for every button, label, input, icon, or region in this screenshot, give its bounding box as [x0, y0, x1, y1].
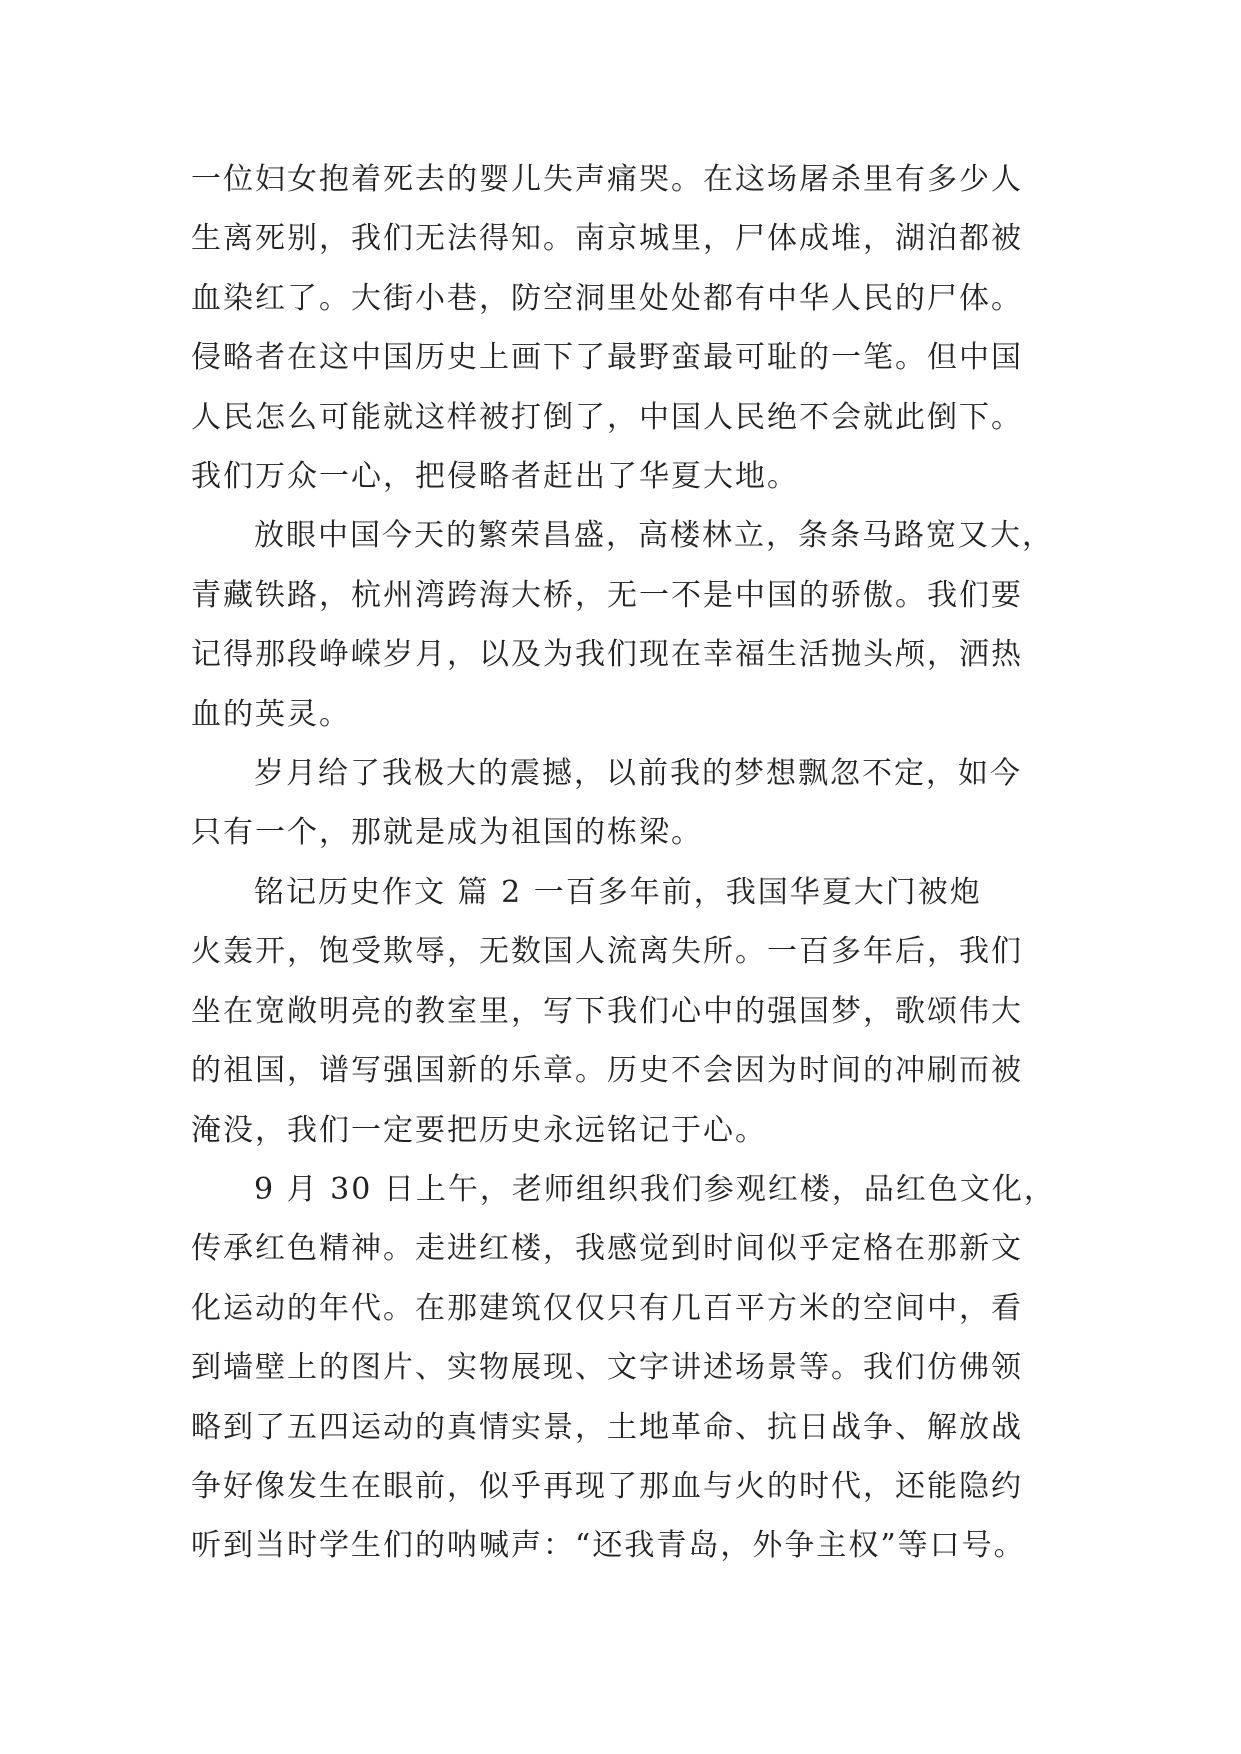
text-line: 岁月给了我极大的震撼，以前我的梦想飘忽不定，如今 — [254, 756, 1022, 792]
text-line: 铭记历史作文 篇 2 一百多年前，我国华夏大门被炮 — [254, 874, 982, 910]
text-line: 青藏铁路，杭州湾跨海大桥，无一不是中国的骄傲。我们要 — [191, 577, 1023, 613]
text-line: 化运动的年代。在那建筑仅仅只有几百平方米的空间中，看 — [191, 1290, 1023, 1326]
text-line: 传承红色精神。走进红楼，我感觉到时间似乎定格在那新文 — [191, 1231, 1023, 1267]
text-line: 坐在宽敞明亮的教室里，写下我们心中的强国梦，歌颂伟大 — [191, 993, 1023, 1029]
text-line: 记得那段峥嵘岁月，以及为我们现在幸福生活抛头颅，洒热 — [191, 637, 1023, 673]
text-line: 生离死别，我们无法得知。南京城里，尸体成堆，湖泊都被 — [191, 221, 1023, 257]
text-line: 只有一个，那就是成为祖国的栋梁。 — [191, 815, 703, 851]
text-line: 人民怎么可能就这样被打倒了，中国人民绝不会就此倒下。 — [191, 399, 1023, 435]
text-line: 9 月 30 日上午，老师组织我们参观红楼，品红色文化， — [254, 1171, 1056, 1207]
text-line: 侵略者在这中国历史上画下了最野蛮最可耻的一笔。但中国 — [191, 340, 1023, 376]
text-line: 到墙壁上的图片、实物展现、文字讲述场景等。我们仿佛领 — [191, 1350, 1023, 1386]
text-line: 放眼中国今天的繁荣昌盛，高楼林立，条条马路宽又大， — [254, 518, 1054, 554]
text-line: 听到当时学生们的呐喊声：“还我青岛，外争主权”等口号。 — [191, 1528, 1026, 1564]
text-line: 火轰开，饱受欺辱，无数国人流离失所。一百多年后，我们 — [191, 934, 1023, 970]
text-line: 血的英灵。 — [191, 696, 351, 732]
text-line: 一位妇女抱着死去的婴儿失声痛哭。在这场屠杀里有多少人 — [191, 162, 1023, 197]
text-line: 的祖国，谱写强国新的乐章。历史不会因为时间的冲刷而被 — [191, 1053, 1023, 1089]
text-line: 血染红了。大街小巷，防空洞里处处都有中华人民的尸体。 — [191, 280, 1023, 316]
text-line: 略到了五四运动的真情实景，土地革命、抗日战争、解放战 — [191, 1409, 1023, 1445]
document-body — [191, 150, 1071, 1576]
text-line: 争好像发生在眼前，似乎再现了那血与火的时代，还能隐约 — [191, 1468, 1023, 1504]
text-line: 我们万众一心，把侵略者赶出了华夏大地。 — [191, 459, 799, 495]
text-line: 淹没，我们一定要把历史永远铭记于心。 — [191, 1112, 767, 1148]
